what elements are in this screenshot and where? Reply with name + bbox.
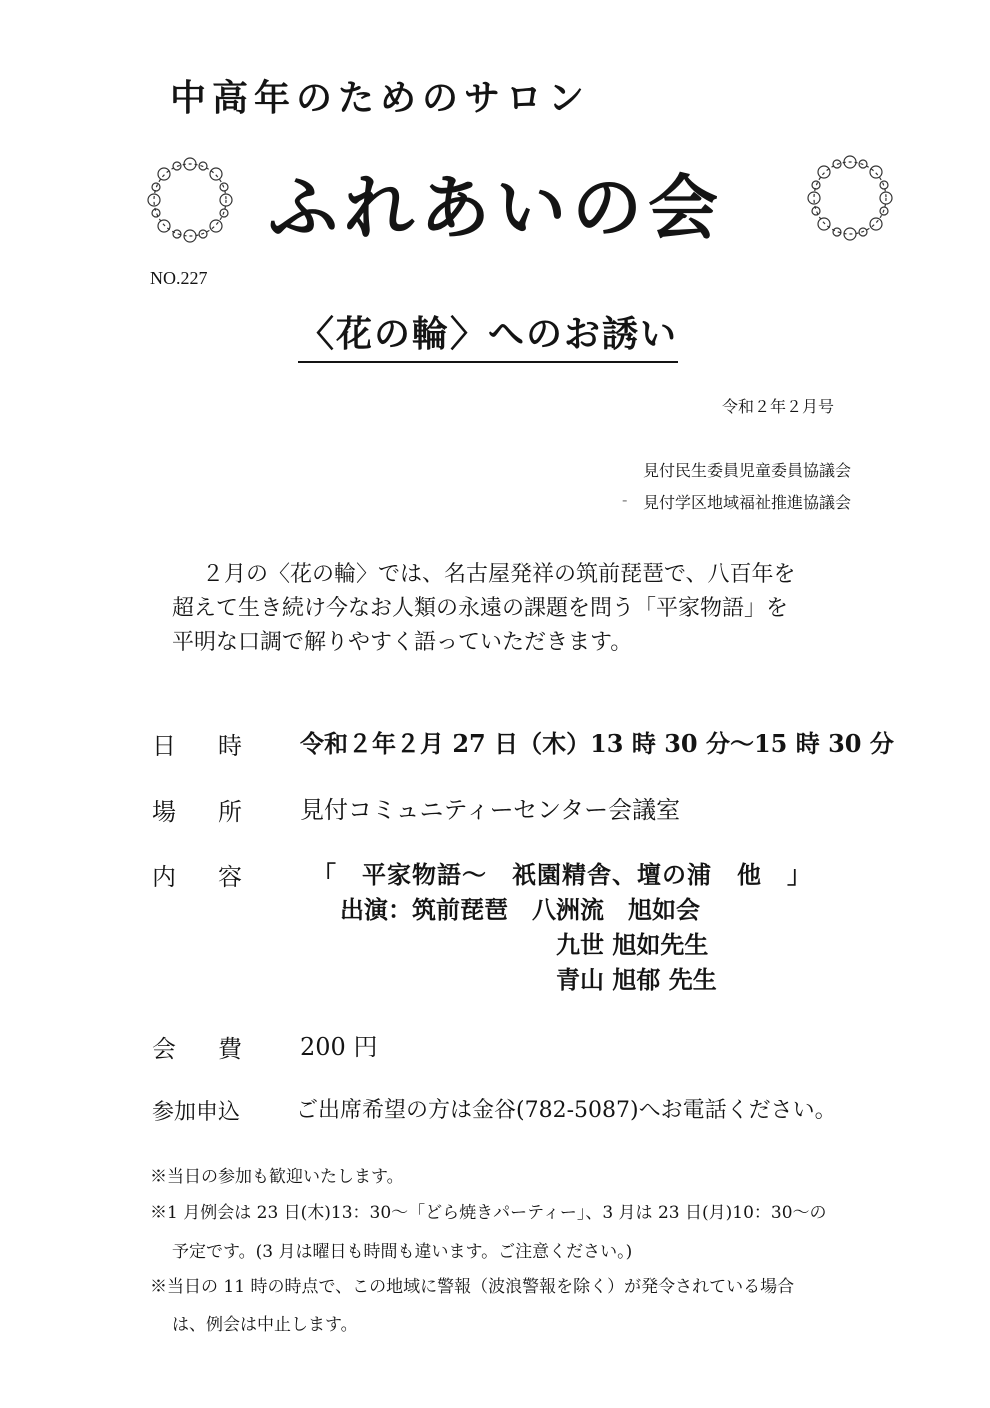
scan-mark: - [622,490,628,509]
organizer-1: 見付民生委員児童委員協議会 [643,461,852,480]
content-label: 内容 [152,863,284,891]
intro-line: ２月の〈花の輪〉では、名古屋発祥の筑前琵琶で、八百年を [202,562,796,587]
flower-wreath-icon [800,148,900,248]
fee-label: 会費 [152,1035,284,1063]
note-line: は、例会は中止します。 [172,1315,358,1335]
issue-month: 令和２年２月号 [722,397,835,416]
salon-subtitle: 中高年のためのサロン [170,78,591,119]
intro-line: 超えて生き続け今なお人類の永遠の課題を問う「平家物語」を [172,596,789,621]
note-line: ※1 月例会は 23 日(木)13：30〜「どら焼きパーティー」、3 月は 23 日(月)10：30〜の [150,1203,827,1223]
note-line: ※当日の参加も歓迎いたします。 [150,1167,404,1187]
performer-line: 九世 旭如先生 [556,930,709,959]
issue-number: NO.227 [150,268,208,288]
place-value: 見付コミュニティーセンター会議室 [300,796,681,824]
fee-value: 200 円 [300,1033,378,1061]
invitation-heading: 〈花の輪〉へのお誘い [298,306,678,363]
datetime-label: 日時 [152,732,284,760]
datetime-value: 令和２年２月 27 日（木）13 時 30 分〜15 時 30 分 [300,729,894,758]
apply-label: 参加申込 [152,1100,241,1125]
note-line: ※当日の 11 時の時点で、この地域に警報（波浪警報を除く）が発令されている場合 [150,1277,795,1297]
content-value: 「 平家物語〜 祇園精舎、壇の浦 他 」 [312,860,812,889]
page-title: ふれあいの会 [268,166,724,249]
flower-wreath-icon [140,150,240,250]
intro-paragraph [172,558,852,660]
intro-line: 平明な口調で解りやすく語っていただきます。 [172,630,633,655]
place-label: 場所 [152,798,284,826]
performer-line: 出演：筑前琵琶 八洲流 旭如会 [340,895,700,924]
organizer-2: 見付学区地域福祉推進協議会 [643,493,852,512]
performer-line: 青山 旭郁 先生 [556,965,717,994]
apply-value: ご出席希望の方は金谷(782-5087)へお電話ください。 [296,1098,837,1123]
note-line: 予定です。(3 月は曜日も時間も違います。ご注意ください。) [172,1242,633,1262]
